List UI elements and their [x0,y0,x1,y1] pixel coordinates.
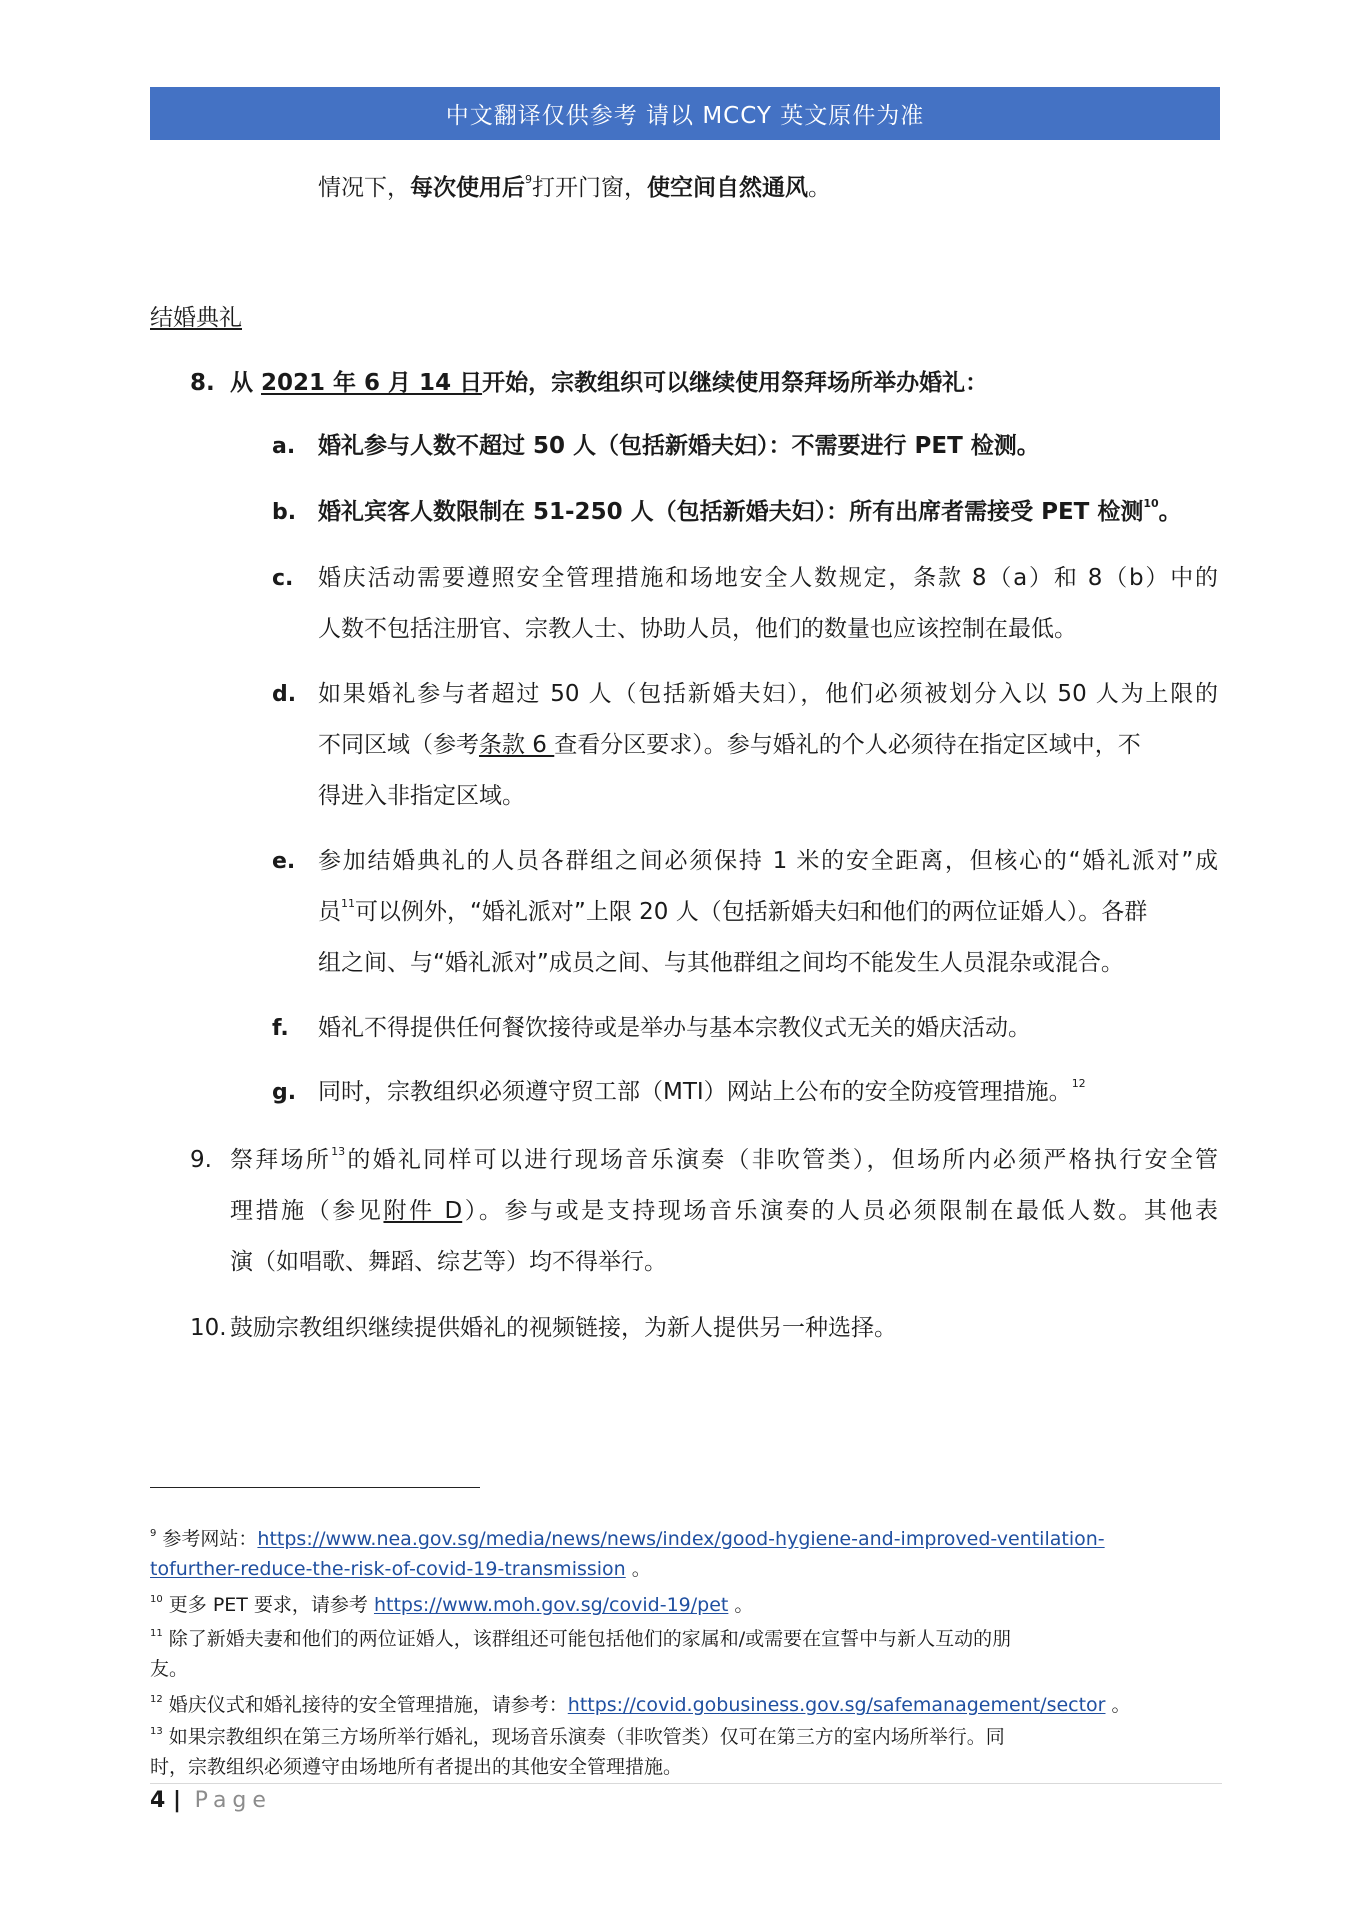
paragraph-number-8: 8. [190,370,215,396]
section-heading-wedding: 结婚典礼 [150,305,242,331]
footnote-ref-10[interactable]: 10 [1143,497,1159,510]
footnote-11-line1 [150,1628,1011,1651]
footnote-10-number: 10 [150,1594,163,1605]
footnote-ref-12[interactable]: 12 [1071,1077,1086,1090]
annex-d-link[interactable]: 附件 D [383,1198,463,1224]
item-letter-d: d. [272,682,297,707]
footnote-12-number: 12 [150,1694,163,1705]
item-a-text: 婚礼参与人数不超过 50 人（包括新婚夫妇）：不需要进行 PET 检测。 [318,433,1040,459]
gobusiness-link[interactable]: https://covid.gobusiness.gov.sg/safemanagement/sector [567,1694,1106,1716]
p9-line2-pre: 理措施（参见 [230,1198,384,1224]
item-g-text [318,1079,1086,1107]
footnote-11-line2: 友。 [150,1658,189,1680]
paragraph-number-10: 10. [190,1315,227,1341]
footnote-11-text: 除了新婚夫妻和他们的两位证婚人，该群组还可能包括他们的家属和/或需要在宣誓中与新人互动的朋 [162,1628,1012,1650]
nea-link[interactable]: https://www.nea.gov.sg/media/news/news/index/good-hygiene-and-improved-ventilation- [257,1528,1105,1550]
paragraph-9-line1 [230,1147,1218,1175]
footnote-10-end: 。 [728,1594,754,1616]
item-d-line1: 如果婚礼参与者超过 50 人（包括新婚夫妇），他们必须被划分入以 50 人为上限的 [318,681,1218,707]
paragraph-8 [230,370,988,398]
paragraph-10: 鼓励宗教组织继续提供婚礼的视频链接，为新人提供另一种选择。 [230,1315,897,1341]
clause-6-link[interactable]: 条款 6 [479,732,555,758]
item-d-line2-pre: 不同区域（参考 [318,732,479,758]
footnote-9-label: 参考网站： [156,1528,258,1550]
paragraph-number-9: 9. [190,1147,212,1173]
item-e-line1: 参加结婚典礼的人员各群组之间必须保持 1 米的安全距离，但核心的“婚礼派对”成 [318,848,1218,874]
item-letter-a: a. [272,434,296,459]
footnote-10 [150,1594,753,1617]
p8-date: 2021 年 6 月 14 日 [261,370,483,396]
item-f-text: 婚礼不得提供任何餐饮接待或是举办与基本宗教仪式无关的婚庆活动。 [318,1015,1031,1041]
footnote-9-line1 [150,1528,1105,1551]
footnote-ref-9[interactable]: 9 [525,173,532,186]
footnote-13-line1 [150,1726,1005,1749]
footnote-separator [150,1487,480,1488]
footnote-ref-13[interactable]: 13 [331,1145,346,1158]
paragraph-9-line2 [230,1198,1218,1226]
footnote-9-number: 9 [150,1528,157,1539]
page-separator: | [165,1788,189,1813]
p9-line2-post: ）。参与或是支持现场音乐演奏的人员必须限制在最低人数。其他表 [462,1198,1219,1224]
p8-pre: 从 [230,370,262,396]
intro-end: 。 [808,175,831,201]
item-g-main: 同时，宗教组织必须遵守贸工部（MTI）网站上公布的安全防疫管理措施。 [318,1079,1072,1105]
footnote-12-end: 。 [1105,1694,1131,1716]
footnote-11-number: 11 [150,1628,163,1639]
footnote-12 [150,1694,1131,1717]
footnote-ref-11[interactable]: 11 [341,897,355,910]
intro-pre: 情况下， [318,175,410,201]
moh-pet-link[interactable]: https://www.moh.gov.sg/covid-19/pet [373,1594,729,1616]
footnote-9-end: 。 [625,1558,651,1580]
nea-link-continued[interactable]: tofurther-reduce-the-risk-of-covid-19-transmission [150,1558,626,1580]
paragraph-9-line3: 演（如唱歌、舞蹈、综艺等）均不得举行。 [230,1249,667,1275]
item-letter-b: b. [272,500,297,525]
translation-banner: 中文翻译仅供参考 请以 MCCY 英文原件为准 [150,87,1220,140]
page-footer [150,1788,272,1813]
p9-line1-post: 的婚礼同样可以进行现场音乐演奏（非吹管类），但场所内必须严格执行安全管 [345,1147,1219,1173]
footnote-10-label: 更多 PET 要求，请参考 [162,1594,374,1616]
footer-divider [150,1783,1222,1784]
item-d-line2-post: 查看分区要求）。参与婚礼的个人必须待在指定区域中，不 [554,732,1141,758]
item-c-line2: 人数不包括注册官、宗教人士、协助人员，他们的数量也应该控制在最低。 [318,616,1077,642]
page-label: Page [194,1788,272,1813]
item-b-end: 。 [1158,499,1182,525]
item-e-line2 [318,899,1147,927]
item-letter-g: g. [272,1080,297,1105]
item-letter-c: c. [272,566,294,591]
item-letter-e: e. [272,849,296,874]
item-d-line2 [318,732,1141,760]
item-e-line2-post: 可以例外，“婚礼派对”上限 20 人（包括新婚夫妇和他们的两位证婚人）。各群 [355,899,1148,925]
footnote-13-text: 如果宗教组织在第三方场所举行婚礼，现场音乐演奏（非吹管类）仅可在第三方的室内场所举行。同 [162,1726,1005,1748]
footnote-9-line2 [150,1558,651,1581]
item-letter-f: f. [272,1016,289,1041]
item-d-line3: 得进入非指定区域。 [318,783,525,809]
item-e-line2-pre: 员 [318,899,341,925]
intro-line [318,175,831,203]
footnote-13-line2: 时，宗教组织必须遵守由场地所有者提出的其他安全管理措施。 [150,1756,683,1778]
intro-bold-ventilation: 使空间自然通风 [647,175,808,201]
intro-bold-after-use: 每次使用后 [410,175,525,201]
item-b-text [318,499,1182,527]
item-b-main: 婚礼宾客人数限制在 51-250 人（包括新婚夫妇）：所有出席者需接受 PET 检测 [318,499,1144,525]
p9-line1-pre: 祭拜场所 [230,1147,332,1173]
item-e-line3: 组之间、与“婚礼派对”成员之间、与其他群组之间均不能发生人员混杂或混合。 [318,950,1124,976]
intro-mid: 打开门窗， [532,175,647,201]
footnote-13-number: 13 [150,1726,163,1737]
page-number: 4 [150,1788,166,1813]
p8-rest: 开始，宗教组织可以继续使用祭拜场所举办婚礼： [482,370,989,396]
item-c-line1: 婚庆活动需要遵照安全管理措施和场地安全人数规定，条款 8（a）和 8（b）中的 [318,565,1218,591]
footnote-12-label: 婚庆仪式和婚礼接待的安全管理措施，请参考： [162,1694,568,1716]
